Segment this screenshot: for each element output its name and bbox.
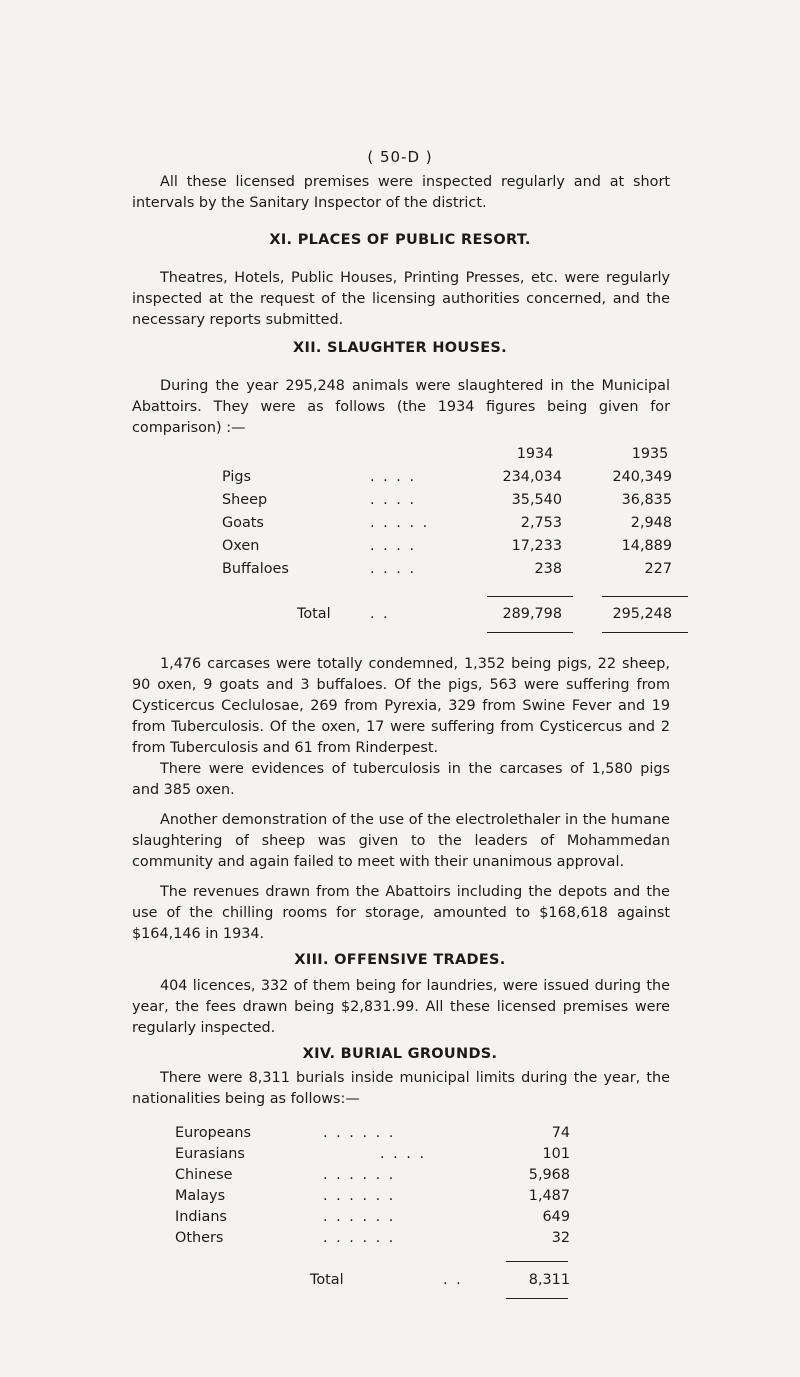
paragraph-slaughter-intro: During the year 295,248 animals were slaughtered in the Municipal Abattoirs. They were as follows (the 1934 figures being given for comparison) :— <box>132 378 670 436</box>
paragraph-tuberculosis: There were evidences of tuberculosis in the carcases of 1,580 pigs and 385 oxen. <box>132 761 670 798</box>
heading-burial-grounds: XIV. BURIAL GROUNDS. <box>302 1046 498 1062</box>
burial-count: 101 <box>542 1146 570 1162</box>
leader-dots: . . . . . . <box>323 1209 396 1225</box>
burial-count: 5,968 <box>528 1167 570 1183</box>
value-1935: 2,948 <box>630 515 672 531</box>
total-1935: 295,248 <box>612 606 672 622</box>
burial-count: 74 <box>551 1125 570 1141</box>
leader-dots: . . . . <box>370 492 417 508</box>
rule-1934-top <box>487 596 573 597</box>
table-header-row <box>0 446 800 466</box>
row-label: Chinese <box>175 1167 233 1183</box>
table-total-row <box>222 606 672 626</box>
leader-dots: . . . . . . <box>323 1188 396 1204</box>
total-1934: 289,798 <box>502 606 562 622</box>
leader-dots: . . . . . . <box>323 1125 396 1141</box>
table-row <box>175 1167 595 1187</box>
leader-dots: . . . . <box>370 561 417 577</box>
value-1934: 35,540 <box>511 492 562 508</box>
rule-1935-top <box>602 596 688 597</box>
row-label: Pigs <box>222 469 251 485</box>
leader-dots: . . . . . . <box>323 1167 396 1183</box>
leader-dots: . . <box>370 606 390 622</box>
paragraph-electrolethaler: Another demonstration of the use of the electrolethaler in the humane slaughtering of sheep was given to the leaders of Mohammedan community and again failed to meet with their unanimous approval. <box>132 812 670 870</box>
table-row <box>175 1146 595 1166</box>
rule-1934-bottom <box>487 632 573 633</box>
leader-dots: . . . . . . <box>323 1230 396 1246</box>
rule-burial-bottom <box>506 1298 568 1299</box>
table-row <box>222 515 672 535</box>
value-1935: 14,889 <box>621 538 672 554</box>
value-1934: 2,753 <box>520 515 562 531</box>
table-row <box>222 538 672 558</box>
value-1935: 227 <box>644 561 672 577</box>
column-header-1935: 1935 <box>631 446 669 462</box>
burial-count: 1,487 <box>528 1188 570 1204</box>
total-label: Total <box>310 1272 344 1288</box>
table-row <box>175 1125 595 1145</box>
value-1934: 17,233 <box>511 538 562 554</box>
table-row <box>222 469 672 489</box>
rule-burial-top <box>506 1261 568 1262</box>
value-1935: 36,835 <box>621 492 672 508</box>
row-label: Malays <box>175 1188 226 1204</box>
leader-dots: . . . . . <box>370 515 430 531</box>
table-row <box>175 1188 595 1208</box>
total-burials: 8,311 <box>528 1272 570 1288</box>
table-total-row <box>175 1272 595 1292</box>
heading-places-of-public-resort: XI. PLACES OF PUBLIC RESORT. <box>269 232 531 248</box>
row-label: Europeans <box>175 1125 252 1141</box>
column-header-1934: 1934 <box>516 446 554 462</box>
paragraph-carcases-condemned: 1,476 carcases were totally condemned, 1,352 being pigs, 22 sheep, 90 oxen, 9 goats and 3 buffaloes. Of the pigs, 563 were suffering from Cysticercus Ceclulosae, 269 from Pyrexia, 329 from Swine Fever and 19 from Tuberculosis. Of the oxen, 17 were suffering from Cysticercus and 2 from Tuberculosis and 61 from Rinderpest. <box>132 656 670 756</box>
table-row <box>222 492 672 512</box>
intro-paragraph: All these licensed premises were inspected regularly and at short intervals by the Sanitary Inspector of the district. <box>132 174 670 211</box>
leader-dots: . . . . <box>370 469 417 485</box>
heading-offensive-trades: XIII. OFFENSIVE TRADES. <box>294 952 506 968</box>
value-1934: 238 <box>534 561 562 577</box>
row-label: Eurasians <box>175 1146 245 1162</box>
paragraph-public-resort: Theatres, Hotels, Public Houses, Printing Presses, etc. were regularly inspected at the request of the licensing authorities concerned, and the necessary reports submitted. <box>132 270 670 328</box>
value-1934: 234,034 <box>502 469 562 485</box>
heading-slaughter-houses: XII. SLAUGHTER HOUSES. <box>293 340 507 356</box>
row-label: Sheep <box>222 492 268 508</box>
row-label: Others <box>175 1230 224 1246</box>
leader-dots: . . . . <box>380 1146 427 1162</box>
burial-count: 32 <box>551 1230 570 1246</box>
burial-count: 649 <box>542 1209 570 1225</box>
table-row <box>175 1209 595 1229</box>
paragraph-burial-intro: There were 8,311 burials inside municipal limits during the year, the nationalities being as follows:— <box>132 1070 670 1107</box>
row-label: Goats <box>222 515 264 531</box>
row-label: Indians <box>175 1209 227 1225</box>
table-row <box>175 1230 595 1250</box>
rule-1935-bottom <box>602 632 688 633</box>
row-label: Oxen <box>222 538 260 554</box>
page-number: ( 50-D ) <box>367 148 433 166</box>
paragraph-revenues: The revenues drawn from the Abattoirs including the depots and the use of the chilling rooms for storage, amounted to $168,618 against $164,146 in 1934. <box>132 884 670 942</box>
leader-dots: . . . . <box>370 538 417 554</box>
leader-dots: . . <box>443 1272 463 1288</box>
total-label: Total <box>297 606 331 622</box>
table-row <box>222 561 672 581</box>
value-1935: 240,349 <box>612 469 672 485</box>
row-label: Buffaloes <box>222 561 289 577</box>
paragraph-offensive-trades: 404 licences, 332 of them being for laundries, were issued during the year, the fees drawn being $2,831.99. All these licensed premises were regularly inspected. <box>132 978 670 1036</box>
